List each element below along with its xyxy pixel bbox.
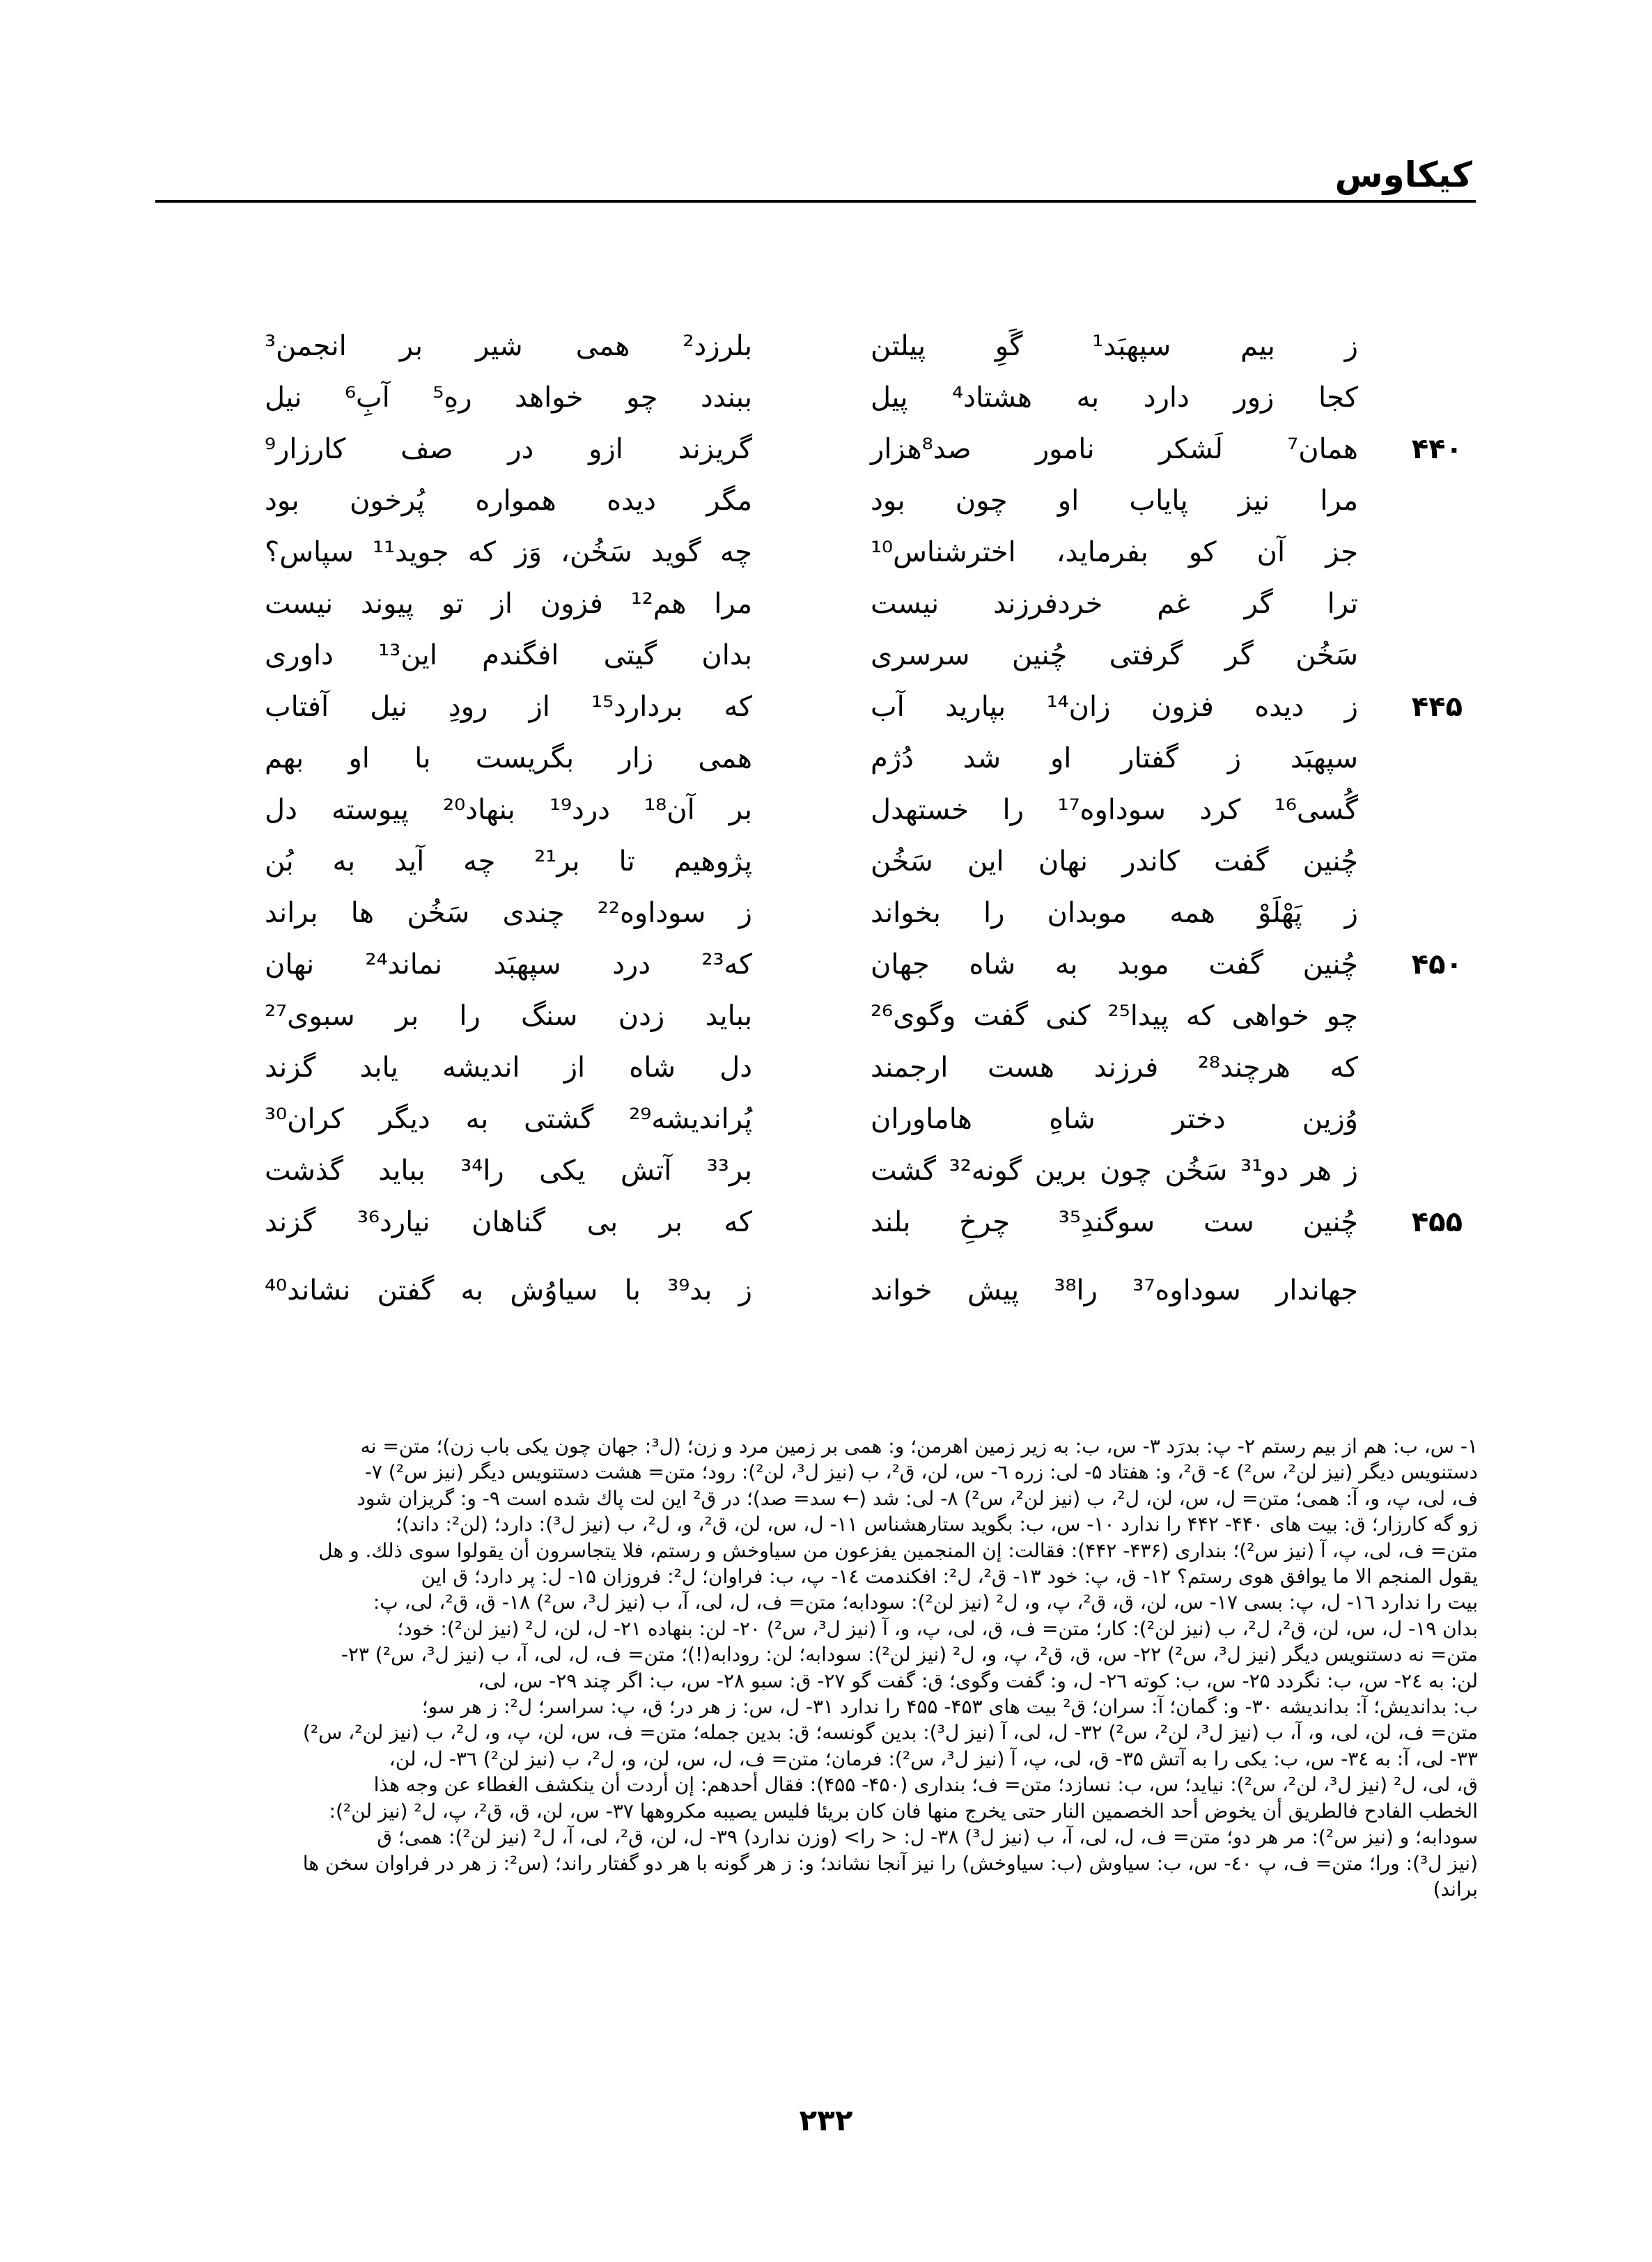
footnote-line: ۳۳- لی، آ: به ۳٤- س، ب: یکی را به آتش ۳۵- ق، لی، پ، آ (نیز ل³، س²): فرمان؛ متن= ف، ل، س، لن، و، ل²، ب (نیز لن²) ۳٦- ل، لن،: [389, 1747, 1478, 1770]
first-hemistich: چو خواهی که پیدا²⁵ کنی گفت وگوی²⁶: [871, 1000, 1358, 1032]
second-hemistich: چه گوید سَخُن، وَز که جوید¹¹ سپاس؟: [265, 536, 753, 568]
footnote-line: بیت را ندارد ١٦- ل، پ: بسی ۱۷- س، لن، ق، ق²، پ، و، ل² (نیز لن²): سودابه؛ متن= ف، ل، لی، آ، ب (نیز ل³، س²) ۱۸- ق، ق²، لی، پ:: [373, 1591, 1478, 1614]
footnote-line: بدان ۱۹- ل، س، لن، ق²، ل²، ب (نیز لن²): کار؛ متن= ف، ق، لی، پ، و، آ (نیز ل³، س²) ۲۰- لن: بنهاده ۲۱- ل، لن، ل² (نیز لن²): خود؛: [397, 1616, 1478, 1640]
footnote-line: لن: به ٢٤- س، ب: نگردد ۲۵- س، ب: کوته ٢٦- ل، و: گفت وگوی؛ ق: گفت گو ۲۷- ق: سبو ۲۸- س، ب: اگر چند ۲۹- س، لی،: [478, 1669, 1478, 1692]
first-hemistich: ترا گر غم خردفرزند نیست: [871, 588, 1358, 620]
verse-number: ۴۴۰: [1411, 433, 1463, 465]
footnote-line: متن= ف، لی، پ، آ (نیز س²)؛ بنداری (۴۳۶- ۴۴۲): فقالت: إن المنجمین یفزعون من سیاوخش و رستم، فلا یتجاسرون أن یقولوا سوی ذلك. و هل: [318, 1538, 1478, 1562]
second-hemistich: ز بد³⁹ با سیاوُش به گفتن نشاند⁴⁰: [265, 1274, 752, 1306]
verse-row: [237, 423, 1476, 475]
footnote-line: ف، لی، پ، و، آ: همی؛ متن= ل، س، لن، ل²، ب (نیز لن²، س²) ۸- لی: شد (← سد= صد)؛ در ق² این لت پاك شده است ۹- و: گریزان شود: [357, 1486, 1478, 1510]
first-hemistich: ز دیده فزون زان¹⁴ بپارید آب: [871, 691, 1358, 723]
first-hemistich: ز هر دو³¹ سَخُن چون برین گونه³² گشت: [871, 1155, 1359, 1187]
first-hemistich: سَخُن گر گرفتی چُنین سرسری: [871, 639, 1358, 671]
running-title: کیکاوس: [1334, 155, 1472, 195]
verse-row: [237, 475, 1476, 526]
verse-row: [237, 1265, 1476, 1316]
verse-row: [237, 681, 1476, 733]
header-rule: [155, 200, 1476, 203]
first-hemistich: کجا زور دارد به هشتاد⁴ پیل: [871, 382, 1358, 414]
second-hemistich: پژوهیم تا بر²¹ چه آید به بُن: [265, 845, 752, 878]
footnote-line: الخطب الفادح فالطریق أن یخوض أحد الخصمین النار حتی یخرج منها فان کان بریئا فلیس یصیبه مکروهها ۳۷- س، لن، ق، ق²، پ، ل² (نیز لن²):: [329, 1799, 1478, 1823]
first-hemistich: سپهبَد ز گفتار او شد دُژم: [871, 742, 1358, 774]
second-hemistich: که²³ درد سپهبَد نماند²⁴ نهان: [265, 949, 752, 981]
page-number: ۲۳۲: [799, 2103, 853, 2137]
verse-row: [237, 320, 1476, 372]
verse-number: ۴۴۵: [1411, 691, 1463, 723]
second-hemistich: پُراندیشه²⁹ گشتی به دیگر کران³⁰: [265, 1103, 752, 1135]
second-hemistich: بر³³ آتش یکی را³⁴ بباید گذشت: [265, 1155, 752, 1187]
first-hemistich: جهاندار سوداوه³⁷ را³⁸ پیش خواند: [871, 1274, 1358, 1306]
verse-row: [237, 887, 1476, 939]
second-hemistich: مرا هم¹² فزون از تو پیوند نیست: [265, 588, 752, 620]
verse-row: [237, 372, 1476, 423]
first-hemistich: همان⁷ لَشکر نامور صد⁸هزار: [871, 433, 1358, 465]
first-hemistich: که هرچند²⁸ فرزند هست ارجمند: [871, 1052, 1358, 1084]
first-hemistich: ز بیم سپهبَد¹ گَوِ پیلتن: [871, 330, 1358, 362]
first-hemistich: جز آن کو بفرماید، اخترشناس¹⁰: [871, 536, 1358, 568]
first-hemistich: چُنین ست سوگندِ³⁵ چرخِ بلند: [871, 1206, 1358, 1238]
verse-row: [237, 939, 1476, 990]
verse-row: [237, 836, 1476, 887]
second-hemistich: که بردارد¹⁵ از رودِ نیل آفتاب: [265, 691, 752, 723]
footnote-line: یقول المنجم الا ما یوافق هوی رستم؟ ۱۲- ق، پ: خود ۱۳- ق²، ل²: افکندمت ١٤- پ، ب: فراوان؛ ل²: فروزان ۱۵- ل: پر دارد؛ ق این: [421, 1565, 1478, 1589]
footnote-line: متن= ف، لن، لی، و، آ، ب (نیز ل³، لن²، س²) ۳۲- ل، لی، آ (نیز ل³): بدین گونسه؛ ق: بدین جمله؛ متن= ف، س، لن، پ، و، ل²، ب (نیز لن²، س²): [302, 1721, 1478, 1745]
footnote-line: متن= نه دستنویس دیگر (نیز ل³، س²) ۲۲- س، ق، ق²، پ، و، ل² (نیز لن²): سودابه؛ لن: رودابه(!)؛ متن= ف، ل، لی، آ، ب (نیز ل³، س²) ۲۳-: [341, 1643, 1478, 1667]
footnote-line: ق، لی، ل² (نیز ل³، لن²، س²): نیاید؛ س، ب: نسازد؛ متن= ف؛ بنداری (۴۵۰- ۴۵۵): فقال أحدهم: إن أردت أن ینکشف الغطاء عن وجه هذا: [373, 1773, 1478, 1797]
verse-row: [237, 630, 1476, 681]
footnote-line: دستنویس دیگر (نیز لن²، س²) ٤- ق²، و: هفتاد ۵- لی: زره ٦- س، لن، ق²، ب (نیز ل³، لن²): رود؛ متن= هشت دستنویس دیگر (نیز س²) ۷-: [364, 1460, 1478, 1484]
verse-row: [237, 578, 1476, 630]
second-hemistich: همی زار بگریست با او بهم: [265, 742, 752, 774]
first-hemistich: وُزین دختر شاهِ هاماوران: [871, 1103, 1358, 1135]
footnote-line: ۱- س، ب: هم از بیم رستم ۲- پ: بدرَد ۳- س، ب: به زیر زمین اهرمن؛ و: همی بر زمین مرد و زن؛ (ل³: جهان چون یکی باب زن)؛ متن= نه: [360, 1435, 1478, 1458]
verse-row: [237, 1042, 1476, 1093]
second-hemistich: ببندد چو خواهد رهِ⁵ آبِ⁶ نیل: [265, 382, 753, 414]
footnote-line: (نیز ل³): ورا؛ متن= ف، پ ٤٠- س، ب: سیاوش (ب: سیاوخش) را نیز آنجا نشاند؛ و: ز هر گونه با هر دو گفتار راند؛ (س²: ز هر در فراوان سخن ها: [302, 1851, 1478, 1875]
first-hemistich: چُنین گفت کاندر نهان این سَخُن: [871, 845, 1358, 878]
first-hemistich: گُسی¹⁶ کرد سوداوه¹⁷ را خستهدل: [871, 794, 1358, 826]
verse-row: [237, 1196, 1476, 1248]
verse-row: [237, 784, 1476, 836]
first-hemistich: ز پَهْلَوْ همه موبدان را بخواند: [871, 897, 1358, 929]
second-hemistich: دل شاه از اندیشه یابد گزند: [265, 1052, 752, 1084]
first-hemistich: مرا نیز پایاب او چون بود: [871, 485, 1358, 517]
verse-row: [237, 990, 1476, 1042]
verse-row: [237, 526, 1476, 578]
verse-number: ۴۵۰: [1411, 949, 1463, 981]
second-hemistich: گریزند ازو در صف کارزار⁹: [265, 433, 752, 465]
second-hemistich: بر آن¹⁸ درد¹⁹ بنهاد²⁰ پیوسته دل: [265, 794, 753, 826]
second-hemistich: که بر بی گناهان نیارد³⁶ گزند: [265, 1206, 752, 1238]
second-hemistich: بباید زدن سنگ را بر سبوی²⁷: [265, 1000, 752, 1032]
verse-number: ۴۵۵: [1411, 1206, 1463, 1238]
second-hemistich: بلرزد² همی شیر بر انجمن³: [265, 330, 752, 362]
footnote-line: ب: بداندیش؛ آ: بداندیشه ۳۰- و: گمان؛ آ: سران؛ ق² بیت های ۴۵۳- ۴۵۵ را ندارد ۳۱- ل، س: ز هر در؛ ق، پ: سراسر؛ ل²: ز هر سو؛: [421, 1695, 1478, 1719]
footnote-line: زو گه کارزار؛ ق: بیت های ۴۴۰- ۴۴۲ را ندارد ۱۰- س، ب: بگوید ستارهشناس ۱۱- ل، س، لن، ق²، و، ل²، ب (نیز ل³): دارد؛ (لن²: داند)؛: [395, 1513, 1478, 1536]
second-hemistich: بدان گیتی افگندم این¹³ داوری: [265, 639, 752, 671]
first-hemistich: چُنین گفت موبد به شاه جهان: [871, 949, 1358, 981]
footnote-line: براند): [1433, 1877, 1478, 1901]
second-hemistich: ز سوداوه²² چندی سَخُن ها براند: [265, 897, 752, 929]
footnotes-apparatus: [149, 1433, 1478, 1902]
verse-row: [237, 1145, 1476, 1196]
verse-row: [237, 733, 1476, 784]
verse-row: [237, 1093, 1476, 1145]
footnote-line: سودابه؛ و (نیز س²): مر هر دو؛ متن= ف، ل، لی، آ، ب (نیز ل³) ۳۸- ل: < را> (وزن ندارد) ۳۹- ل، لن، ق²، لی، آ، ل² (نیز لن²): همی؛ ق: [377, 1825, 1478, 1849]
second-hemistich: مگر دیده همواره پُرخون بود: [265, 485, 752, 517]
verse-block: [237, 320, 1476, 1316]
